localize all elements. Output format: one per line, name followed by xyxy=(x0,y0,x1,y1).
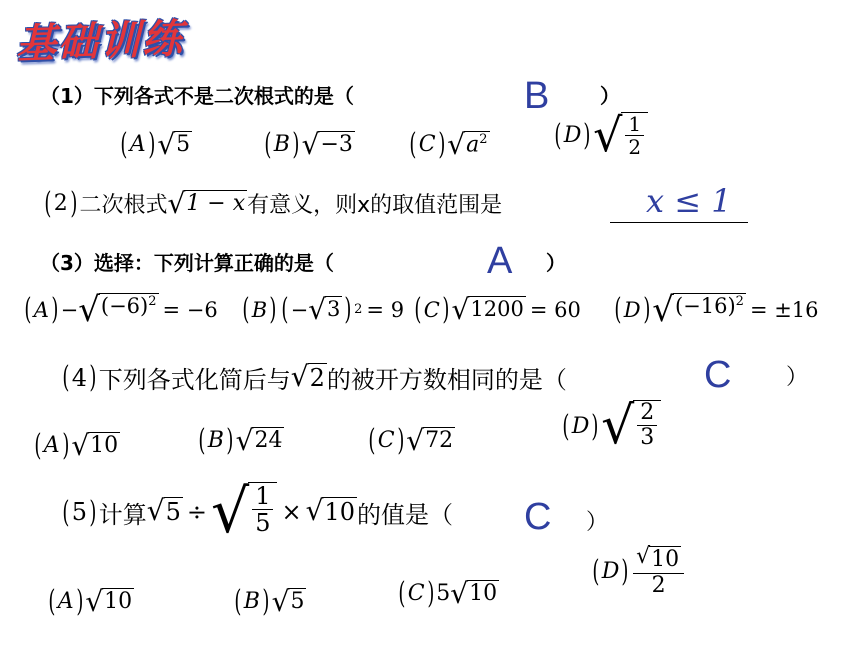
sqrt-expression: √ 1 − x xyxy=(167,186,246,220)
sqrt-expression: √ 2 xyxy=(290,359,325,393)
q3-option-d: ( D ) √ $(-16)^2$ = ±16 xyxy=(614,289,819,330)
q5-option-a: ( A ) √ 10 xyxy=(48,584,133,619)
sqrt-expression: √ $\frac{1}{5}$ xyxy=(211,482,278,542)
q3-answer: A xyxy=(487,240,513,282)
option-label: C xyxy=(418,132,436,157)
q5-option-d: ( D ) √ 10 2 xyxy=(590,545,686,599)
q3-option-a: ( A ) − √ $(-6)^2$ = −6 xyxy=(24,289,218,330)
sqrt-expression: √ $(-6)^2$ xyxy=(78,289,157,330)
sqrt-expression: √ $\frac{1}{2}$ xyxy=(593,112,648,158)
q3-option-b: ( B ) ( − √ 3 ) 2 = 9 xyxy=(242,292,405,327)
q3-option-c: ( C ) √ 1200 = 60 xyxy=(414,292,581,327)
q4-answer: C xyxy=(704,354,732,396)
sqrt-expression: √ 72 xyxy=(406,423,454,457)
q4-option-a: ( A ) √ 10 xyxy=(34,428,119,463)
q2-answer: x ≤ 1 xyxy=(646,182,732,220)
sqrt-expression: √ 24 xyxy=(235,423,283,457)
q5-option-c: ( C ) 5 √ 10 xyxy=(398,576,498,611)
q5-option-b: ( B ) √ 5 xyxy=(234,584,305,619)
sqrt-expression: √ 5 xyxy=(157,127,191,161)
q1-close-paren: ） xyxy=(600,84,620,108)
q1-option-c: ( C ) √ $a^2$ xyxy=(409,127,488,162)
sqrt-expression: √ 10 xyxy=(305,494,355,528)
q4-option-c: ( C ) √ 72 xyxy=(368,423,454,458)
sqrt-expression: √ $(-16)^2$ xyxy=(652,289,744,330)
sqrt-expression: √ 1200 xyxy=(451,292,524,326)
q1-option-b: ( B ) √ −3 xyxy=(264,127,353,162)
q4-option-b: ( B ) √ 24 xyxy=(198,423,283,458)
option-label: D xyxy=(563,122,582,148)
q5-close-paren: ） xyxy=(586,510,609,535)
sqrt-expression: √ 10 xyxy=(636,544,680,572)
sqrt-expression: √ 5 xyxy=(271,584,305,618)
q4-close-paren: ） xyxy=(786,365,809,390)
q2-stem: ( 2 ) 二次根式 √ 1 − x 有意义，则x的取值范围是 xyxy=(44,186,503,221)
q3-stem: （3）选择：下列计算正确的是（ xyxy=(40,251,334,275)
q4-stem: ( 4 ) 下列各式化简后与 √ 2 的被开方数相同的是（ xyxy=(62,359,567,395)
q1-stem: （1）下列各式不是二次根式的是（ xyxy=(40,84,354,108)
q1-option-a: ( A ) √ 5 xyxy=(120,127,191,162)
page-title: 基础训练 xyxy=(16,16,184,68)
q1-option-d: ( D ) √ $\frac{1}{2}$ xyxy=(552,112,648,158)
q5-answer: C xyxy=(524,496,552,538)
q2-answer-blank xyxy=(610,222,748,223)
q3-close-paren: ） xyxy=(546,251,566,275)
q5-stem: ( 5 ) 计算 √ 5 ÷ √ $\frac{1}{5}$ × √ 10 的值是（ xyxy=(62,477,453,547)
sqrt-expression: √ 10 xyxy=(85,584,133,618)
option-label: B xyxy=(273,132,290,157)
sqrt-expression: √ 10 xyxy=(71,428,119,462)
sqrt-expression: √ $\frac{2}{3}$ xyxy=(601,400,661,452)
sqrt-expression: √ −3 xyxy=(301,127,353,161)
sqrt-expression: √ 3 xyxy=(308,292,341,326)
q1-answer: B xyxy=(524,75,550,117)
sqrt-expression: √ 10 xyxy=(450,576,498,610)
sqrt-expression: √ $a^2$ xyxy=(447,127,488,161)
option-label: A xyxy=(129,132,146,157)
q4-option-d: ( D ) √ $\frac{2}{3}$ xyxy=(560,400,661,452)
sqrt-expression: √ 5 xyxy=(146,494,181,528)
